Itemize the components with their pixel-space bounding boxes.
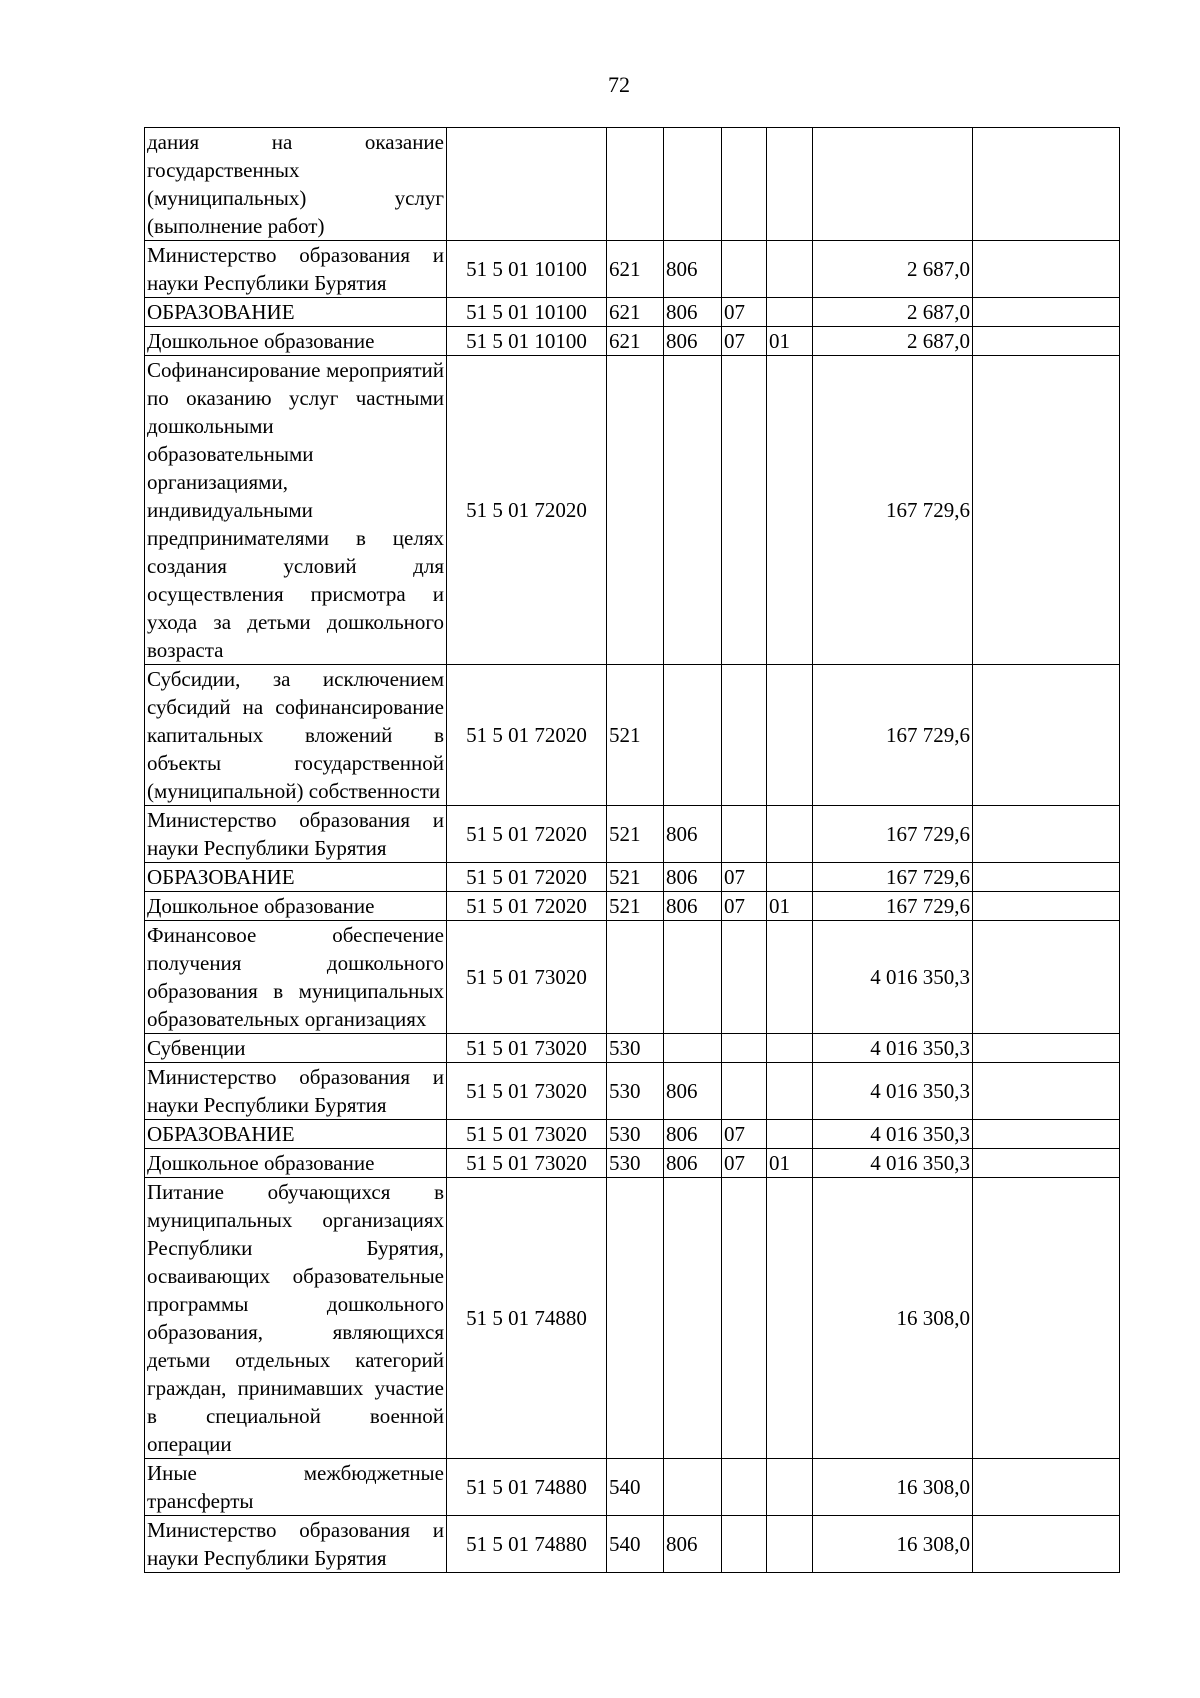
row-rz-cell [722, 921, 767, 1034]
row-grbs-cell [664, 128, 722, 241]
row-sum-cell: 4 016 350,3 [813, 1149, 973, 1178]
row-sum-cell: 167 729,6 [813, 892, 973, 921]
row-empty-cell [973, 1063, 1120, 1120]
row-name-cell: Финансовое обеспечение получения дошкольного образования в муниципальных образовательных организациях [145, 921, 447, 1034]
row-csr-cell: 51 5 01 72020 [447, 356, 607, 665]
row-name-cell: Министерство образования и науки Республики Бурятия [145, 806, 447, 863]
row-pr-cell [767, 298, 813, 327]
table-row [145, 1516, 1120, 1573]
row-empty-cell [973, 1516, 1120, 1573]
row-empty-cell [973, 806, 1120, 863]
row-pr-cell [767, 128, 813, 241]
row-rz-cell [722, 1516, 767, 1573]
row-csr-cell: 51 5 01 10100 [447, 298, 607, 327]
row-vr-cell: 521 [607, 665, 664, 806]
table-row [145, 806, 1120, 863]
row-csr-cell [447, 128, 607, 241]
row-csr-cell: 51 5 01 10100 [447, 327, 607, 356]
row-sum-cell: 2 687,0 [813, 327, 973, 356]
row-vr-cell: 521 [607, 863, 664, 892]
table-row [145, 241, 1120, 298]
row-pr-cell [767, 806, 813, 863]
row-pr-cell [767, 921, 813, 1034]
row-empty-cell [973, 1120, 1120, 1149]
table-row [145, 327, 1120, 356]
row-csr-cell: 51 5 01 74880 [447, 1516, 607, 1573]
row-rz-cell [722, 1178, 767, 1459]
row-name-cell: Субвенции [145, 1034, 447, 1063]
row-rz-cell [722, 356, 767, 665]
row-empty-cell [973, 327, 1120, 356]
table-row [145, 1149, 1120, 1178]
row-pr-cell [767, 1178, 813, 1459]
row-name-cell: ОБРАЗОВАНИЕ [145, 298, 447, 327]
row-name-cell: дания на оказание государственных (муниципальных) услуг (выполнение работ) [145, 128, 447, 241]
row-name-cell: Министерство образования и науки Республики Бурятия [145, 1063, 447, 1120]
row-csr-cell: 51 5 01 73020 [447, 921, 607, 1034]
row-csr-cell: 51 5 01 10100 [447, 241, 607, 298]
row-pr-cell [767, 1459, 813, 1516]
row-vr-cell: 621 [607, 298, 664, 327]
row-rz-cell: 07 [722, 298, 767, 327]
row-grbs-cell [664, 356, 722, 665]
row-sum-cell [813, 128, 973, 241]
row-pr-cell [767, 1120, 813, 1149]
row-vr-cell: 530 [607, 1149, 664, 1178]
row-vr-cell: 540 [607, 1516, 664, 1573]
row-pr-cell: 01 [767, 1149, 813, 1178]
row-name-cell: ОБРАЗОВАНИЕ [145, 1120, 447, 1149]
row-pr-cell: 01 [767, 892, 813, 921]
row-vr-cell: 530 [607, 1063, 664, 1120]
row-rz-cell [722, 1459, 767, 1516]
row-vr-cell [607, 1178, 664, 1459]
row-grbs-cell: 806 [664, 298, 722, 327]
row-sum-cell: 167 729,6 [813, 665, 973, 806]
row-rz-cell: 07 [722, 1120, 767, 1149]
row-grbs-cell: 806 [664, 327, 722, 356]
row-grbs-cell [664, 1034, 722, 1063]
row-name-cell: Субсидии, за исключением субсидий на софинансирование капитальных вложений в объекты государственной (муниципальной) собственности [145, 665, 447, 806]
row-vr-cell: 521 [607, 892, 664, 921]
row-grbs-cell: 806 [664, 1516, 722, 1573]
table-row [145, 1063, 1120, 1120]
row-pr-cell [767, 1516, 813, 1573]
row-name-cell: Министерство образования и науки Республики Бурятия [145, 241, 447, 298]
row-csr-cell: 51 5 01 72020 [447, 892, 607, 921]
row-name-cell: Дошкольное образование [145, 1149, 447, 1178]
table-row [145, 298, 1120, 327]
row-grbs-cell: 806 [664, 892, 722, 921]
row-name-cell: Софинансирование мероприятий по оказанию услуг частными дошкольными образовательными организациями, индивидуальными предпринимателями в целях создания условий для осуществления присмотра и ухода за детьми дошкольного возраста [145, 356, 447, 665]
row-sum-cell: 16 308,0 [813, 1459, 973, 1516]
table-row [145, 128, 1120, 241]
row-empty-cell [973, 921, 1120, 1034]
row-pr-cell [767, 863, 813, 892]
table-row [145, 1120, 1120, 1149]
row-grbs-cell: 806 [664, 1120, 722, 1149]
row-empty-cell [973, 1034, 1120, 1063]
row-csr-cell: 51 5 01 72020 [447, 665, 607, 806]
row-vr-cell: 521 [607, 806, 664, 863]
row-empty-cell [973, 1149, 1120, 1178]
row-csr-cell: 51 5 01 74880 [447, 1178, 607, 1459]
row-grbs-cell [664, 665, 722, 806]
row-sum-cell: 167 729,6 [813, 806, 973, 863]
row-rz-cell [722, 665, 767, 806]
row-empty-cell [973, 665, 1120, 806]
row-grbs-cell: 806 [664, 1063, 722, 1120]
table-row [145, 356, 1120, 665]
row-empty-cell [973, 356, 1120, 665]
table-row [145, 892, 1120, 921]
row-empty-cell [973, 1178, 1120, 1459]
page-number: 72 [608, 72, 630, 97]
table-row [145, 863, 1120, 892]
row-grbs-cell: 806 [664, 241, 722, 298]
row-empty-cell [973, 1459, 1120, 1516]
row-sum-cell: 4 016 350,3 [813, 1063, 973, 1120]
row-csr-cell: 51 5 01 72020 [447, 806, 607, 863]
row-rz-cell [722, 1063, 767, 1120]
row-vr-cell [607, 356, 664, 665]
row-vr-cell: 621 [607, 327, 664, 356]
budget-table [144, 127, 1120, 1573]
table-row [145, 1178, 1120, 1459]
row-sum-cell: 4 016 350,3 [813, 1034, 973, 1063]
row-name-cell: Дошкольное образование [145, 892, 447, 921]
row-empty-cell [973, 298, 1120, 327]
row-empty-cell [973, 863, 1120, 892]
row-csr-cell: 51 5 01 74880 [447, 1459, 607, 1516]
row-rz-cell: 07 [722, 863, 767, 892]
row-sum-cell: 16 308,0 [813, 1516, 973, 1573]
row-sum-cell: 16 308,0 [813, 1178, 973, 1459]
row-sum-cell: 2 687,0 [813, 241, 973, 298]
row-pr-cell: 01 [767, 327, 813, 356]
row-csr-cell: 51 5 01 73020 [447, 1034, 607, 1063]
row-name-cell: Питание обучающихся в муниципальных организациях Республики Бурятия, осваивающих образовательные программы дошкольного образования, являющихся детьми отдельных категорий граждан, принимавших участие в специальной военной операции [145, 1178, 447, 1459]
row-grbs-cell [664, 921, 722, 1034]
row-csr-cell: 51 5 01 73020 [447, 1120, 607, 1149]
row-pr-cell [767, 356, 813, 665]
table-row [145, 1034, 1120, 1063]
row-rz-cell [722, 806, 767, 863]
row-vr-cell [607, 921, 664, 1034]
row-pr-cell [767, 1063, 813, 1120]
row-grbs-cell: 806 [664, 863, 722, 892]
row-rz-cell [722, 128, 767, 241]
table-row [145, 921, 1120, 1034]
row-pr-cell [767, 665, 813, 806]
table-row [145, 665, 1120, 806]
row-rz-cell [722, 241, 767, 298]
row-vr-cell: 621 [607, 241, 664, 298]
row-name-cell: Министерство образования и науки Республики Бурятия [145, 1516, 447, 1573]
row-vr-cell: 540 [607, 1459, 664, 1516]
row-rz-cell: 07 [722, 327, 767, 356]
row-rz-cell: 07 [722, 1149, 767, 1178]
row-pr-cell [767, 241, 813, 298]
row-name-cell: ОБРАЗОВАНИЕ [145, 863, 447, 892]
row-vr-cell: 530 [607, 1034, 664, 1063]
row-sum-cell: 167 729,6 [813, 863, 973, 892]
row-csr-cell: 51 5 01 72020 [447, 863, 607, 892]
row-grbs-cell: 806 [664, 806, 722, 863]
row-empty-cell [973, 241, 1120, 298]
row-sum-cell: 4 016 350,3 [813, 921, 973, 1034]
row-vr-cell: 530 [607, 1120, 664, 1149]
row-csr-cell: 51 5 01 73020 [447, 1149, 607, 1178]
table-row [145, 1459, 1120, 1516]
row-csr-cell: 51 5 01 73020 [447, 1063, 607, 1120]
row-grbs-cell: 806 [664, 1149, 722, 1178]
row-vr-cell [607, 128, 664, 241]
row-rz-cell [722, 1034, 767, 1063]
row-rz-cell: 07 [722, 892, 767, 921]
row-pr-cell [767, 1034, 813, 1063]
row-empty-cell [973, 892, 1120, 921]
row-name-cell: Дошкольное образование [145, 327, 447, 356]
row-name-cell: Иные межбюджетные трансферты [145, 1459, 447, 1516]
row-grbs-cell [664, 1178, 722, 1459]
row-grbs-cell [664, 1459, 722, 1516]
row-empty-cell [973, 128, 1120, 241]
row-sum-cell: 167 729,6 [813, 356, 973, 665]
row-sum-cell: 4 016 350,3 [813, 1120, 973, 1149]
row-sum-cell: 2 687,0 [813, 298, 973, 327]
